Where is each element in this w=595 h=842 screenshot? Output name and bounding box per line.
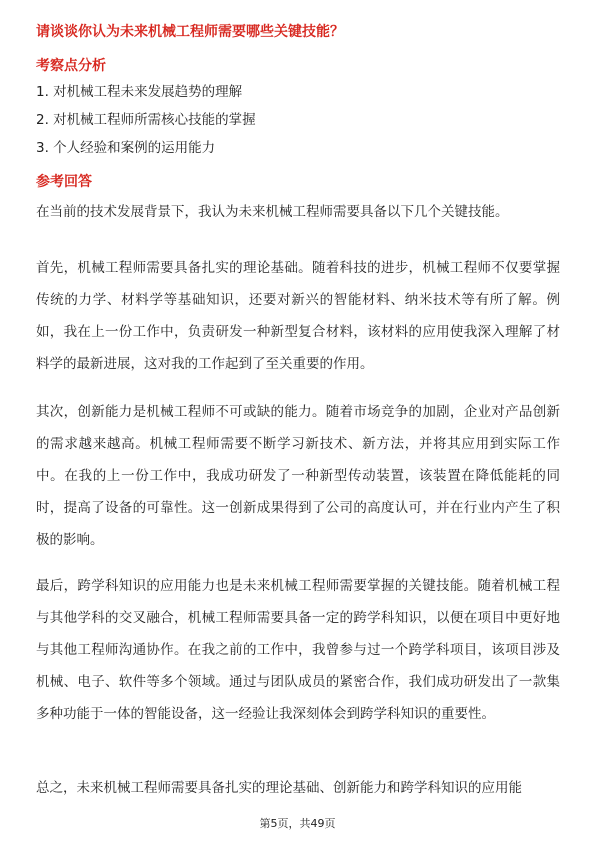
answer-heading: 参考回答 <box>36 174 92 190</box>
answer-paragraph: 在当前的技术发展背景下，我认为未来机械工程师需要具备以下几个关键技能。 <box>36 204 509 220</box>
analysis-point: 1. 对机械工程未来发展趋势的理解 <box>36 84 243 100</box>
answer-paragraph: 总之，未来机械工程师需要具备扎实的理论基础、创新能力和跨学科知识的应用能 <box>36 780 522 796</box>
analysis-heading: 考察点分析 <box>36 58 106 74</box>
answer-paragraph: 最后，跨学科知识的应用能力也是未来机械工程师需要掌握的关键技能。随着机械工程与其他学科的交叉融合，机械工程师需要具备一定的跨学科知识，以便在项目中更好地与其他工程师沟通协作。在我之前的工作中，我曾参与过一个跨学科项目，该项目涉及机械、电子、软件等多个领域。通过与团队成员的紧密合作，我们成功研发出了一款集多种功能于一体的智能设备，这一经验让我深刻体会到跨学科知识的重要性。 <box>36 578 560 722</box>
answer-paragraph: 首先，机械工程师需要具备扎实的理论基础。随着科技的进步，机械工程师不仅要掌握传统的力学、材料学等基础知识，还要对新兴的智能材料、纳米技术等有所了解。例如，我在上一份工作中，负责研发一种新型复合材料，该材料的应用使我深入理解了材料学的最新进展，这对我的工作起到了至关重要的作用。 <box>36 260 560 372</box>
page-number: 第5页，共49页 <box>259 817 336 830</box>
answer-paragraph: 其次，创新能力是机械工程师不可或缺的能力。随着市场竞争的加剧，企业对产品创新的需求越来越高。机械工程师需要不断学习新技术、新方法，并将其应用到实际工作中。在我的上一份工作中，我成功研发了一种新型传动装置，该装置在降低能耗的同时，提高了设备的可靠性。这一创新成果得到了公司的高度认可，并在行业内产生了积极的影响。 <box>36 404 560 548</box>
question-title: 请谈谈你认为未来机械工程师需要哪些关键技能？ <box>36 24 344 40</box>
analysis-point: 3. 个人经验和案例的运用能力 <box>36 140 216 156</box>
analysis-point: 2. 对机械工程师所需核心技能的掌握 <box>36 112 256 128</box>
